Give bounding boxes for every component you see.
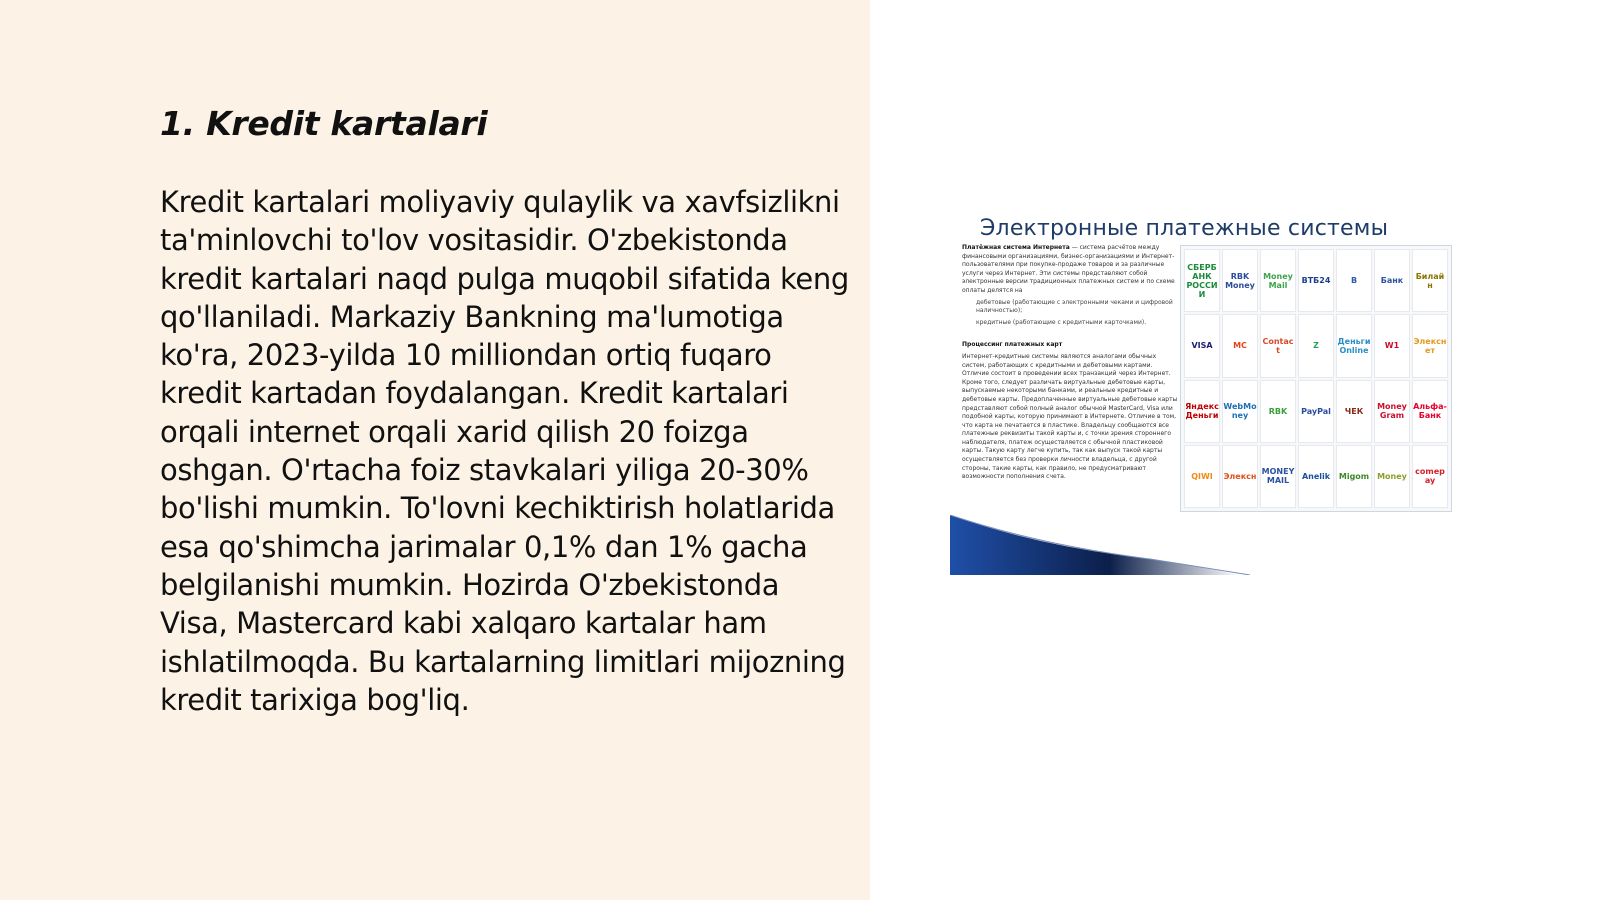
payment-systems-image bbox=[950, 210, 1455, 575]
image-list-item-1: дебетовые (работающие с электронными чеками и цифровой наличностью); bbox=[976, 298, 1173, 315]
payment-logo: Элекснет bbox=[1412, 314, 1448, 377]
image-para1-bold: Платёжная система Интернета bbox=[962, 244, 1070, 251]
payment-logo: QIWI bbox=[1184, 445, 1220, 508]
payment-logo: Z bbox=[1298, 314, 1334, 377]
payment-logo: Банк bbox=[1374, 249, 1410, 312]
payment-logo: RBK Money bbox=[1222, 249, 1258, 312]
payment-logo: Альфа-Банк bbox=[1412, 380, 1448, 443]
payment-logo: MONEY MAIL bbox=[1260, 445, 1296, 508]
payment-logo: B bbox=[1336, 249, 1372, 312]
payment-logo: Деньги Online bbox=[1336, 314, 1372, 377]
payment-logo: Элексн bbox=[1222, 445, 1258, 508]
image-title: Электронные платежные системы bbox=[980, 216, 1389, 241]
image-subtitle: Процессинг платежных карт bbox=[962, 341, 1063, 349]
payment-logo: Anelik bbox=[1298, 445, 1334, 508]
payment-logo: Migom bbox=[1336, 445, 1372, 508]
payment-logo: СБЕРБАНК РОССИИ bbox=[1184, 249, 1220, 312]
payment-logo: RBK bbox=[1260, 380, 1296, 443]
payment-logo: W1 bbox=[1374, 314, 1410, 377]
payment-logo: MoneyMail bbox=[1260, 249, 1296, 312]
payment-logo: MoneyGram bbox=[1374, 380, 1410, 443]
payment-logo: MC bbox=[1222, 314, 1258, 377]
slide-body-text: Kredit kartalari moliyaviy qulaylik va xavfsizlikni ta'minlovchi to'lov vositasidir. O'zbekistonda kredit kartalari naqd pulga muqobil sifatida keng qo'llaniladi. Markaziy Bankning ma'lumotiga ko'ra, 2023-yilda 10 milliondan ortiq fuqaro kredit kartadan foydalangan. Kredit kartalari orqali internet orqali xarid qilish 20 foizga oshgan. O'rtacha foiz stavkalari yiliga 20-30% bo'lishi mumkin. To'lovni kechiktirish holatlarida esa qo'shimcha jarimalar 0,1% dan 1% gacha belgilanishi mumkin. Hozirda O'zbekistonda Visa, Mastercard kabi xalqaro kartalar ham ishlatilmoqda. Bu kartalarning limitlari mijozning kredit tarixiga bog'liq. bbox=[160, 185, 849, 717]
payment-logo: Money bbox=[1374, 445, 1410, 508]
payment-logo: WebMoney bbox=[1222, 380, 1258, 443]
payment-logo: Яндекс Деньги bbox=[1184, 380, 1220, 443]
payment-logo: Билайн bbox=[1412, 249, 1448, 312]
image-para1: — система расчётов между финансовыми организациями, бизнес-организациями и Интернет-пользователями при покупке-продаже товаров и за различные услуги через Интернет. Эти системы представляют собой электронные версии традиционных платежных систем и по схеме оплаты делятся на bbox=[962, 244, 1175, 294]
image-text bbox=[962, 244, 1180, 542]
image-list-item-2: кредитные (работающие с кредитными карточками). bbox=[976, 318, 1147, 326]
payment-logo: ЧЕК bbox=[1336, 380, 1372, 443]
slide-title: 1. Kredit kartalari bbox=[160, 104, 488, 143]
payment-logo: PayPal bbox=[1298, 380, 1334, 443]
payment-logo: VISA bbox=[1184, 314, 1220, 377]
payment-logo: comepay bbox=[1412, 445, 1448, 508]
image-para2: Интернет-кредитные системы являются аналогами обычных систем, работающих с кредитными и дебетовыми картами. Отличие состоит в проведении всех транзакций через Интернет. Кроме того, следует различать виртуальные дебетовые карты, выпускаемые некоторыми банками, и реальные кредитные и дебетовые карты. Предоплаченные виртуальные дебетовые карты представляют собой полный аналог обычной MasterCard, Visa или подобной карты, которую принимают в Интернете. Отличие в том, что карта не печатается в пластике. Владельцу сообщаются все платежные реквизиты такой карты и, с точки зрения стороннего наблюдателя, платеж осуществляется с обычной пластиковой карты. Такую карту легче купить, так как выпуск такой карты осуществляется без проверки личности владельца, с другой стороны, такие карты, как правило, не предусматривают возможности пополнения счета. bbox=[962, 352, 1178, 481]
payment-logo: ВТБ24 bbox=[1298, 249, 1334, 312]
blue-corner-decoration bbox=[950, 515, 1455, 575]
payment-logo-grid bbox=[1180, 245, 1452, 512]
payment-logo: Contact bbox=[1260, 314, 1296, 377]
